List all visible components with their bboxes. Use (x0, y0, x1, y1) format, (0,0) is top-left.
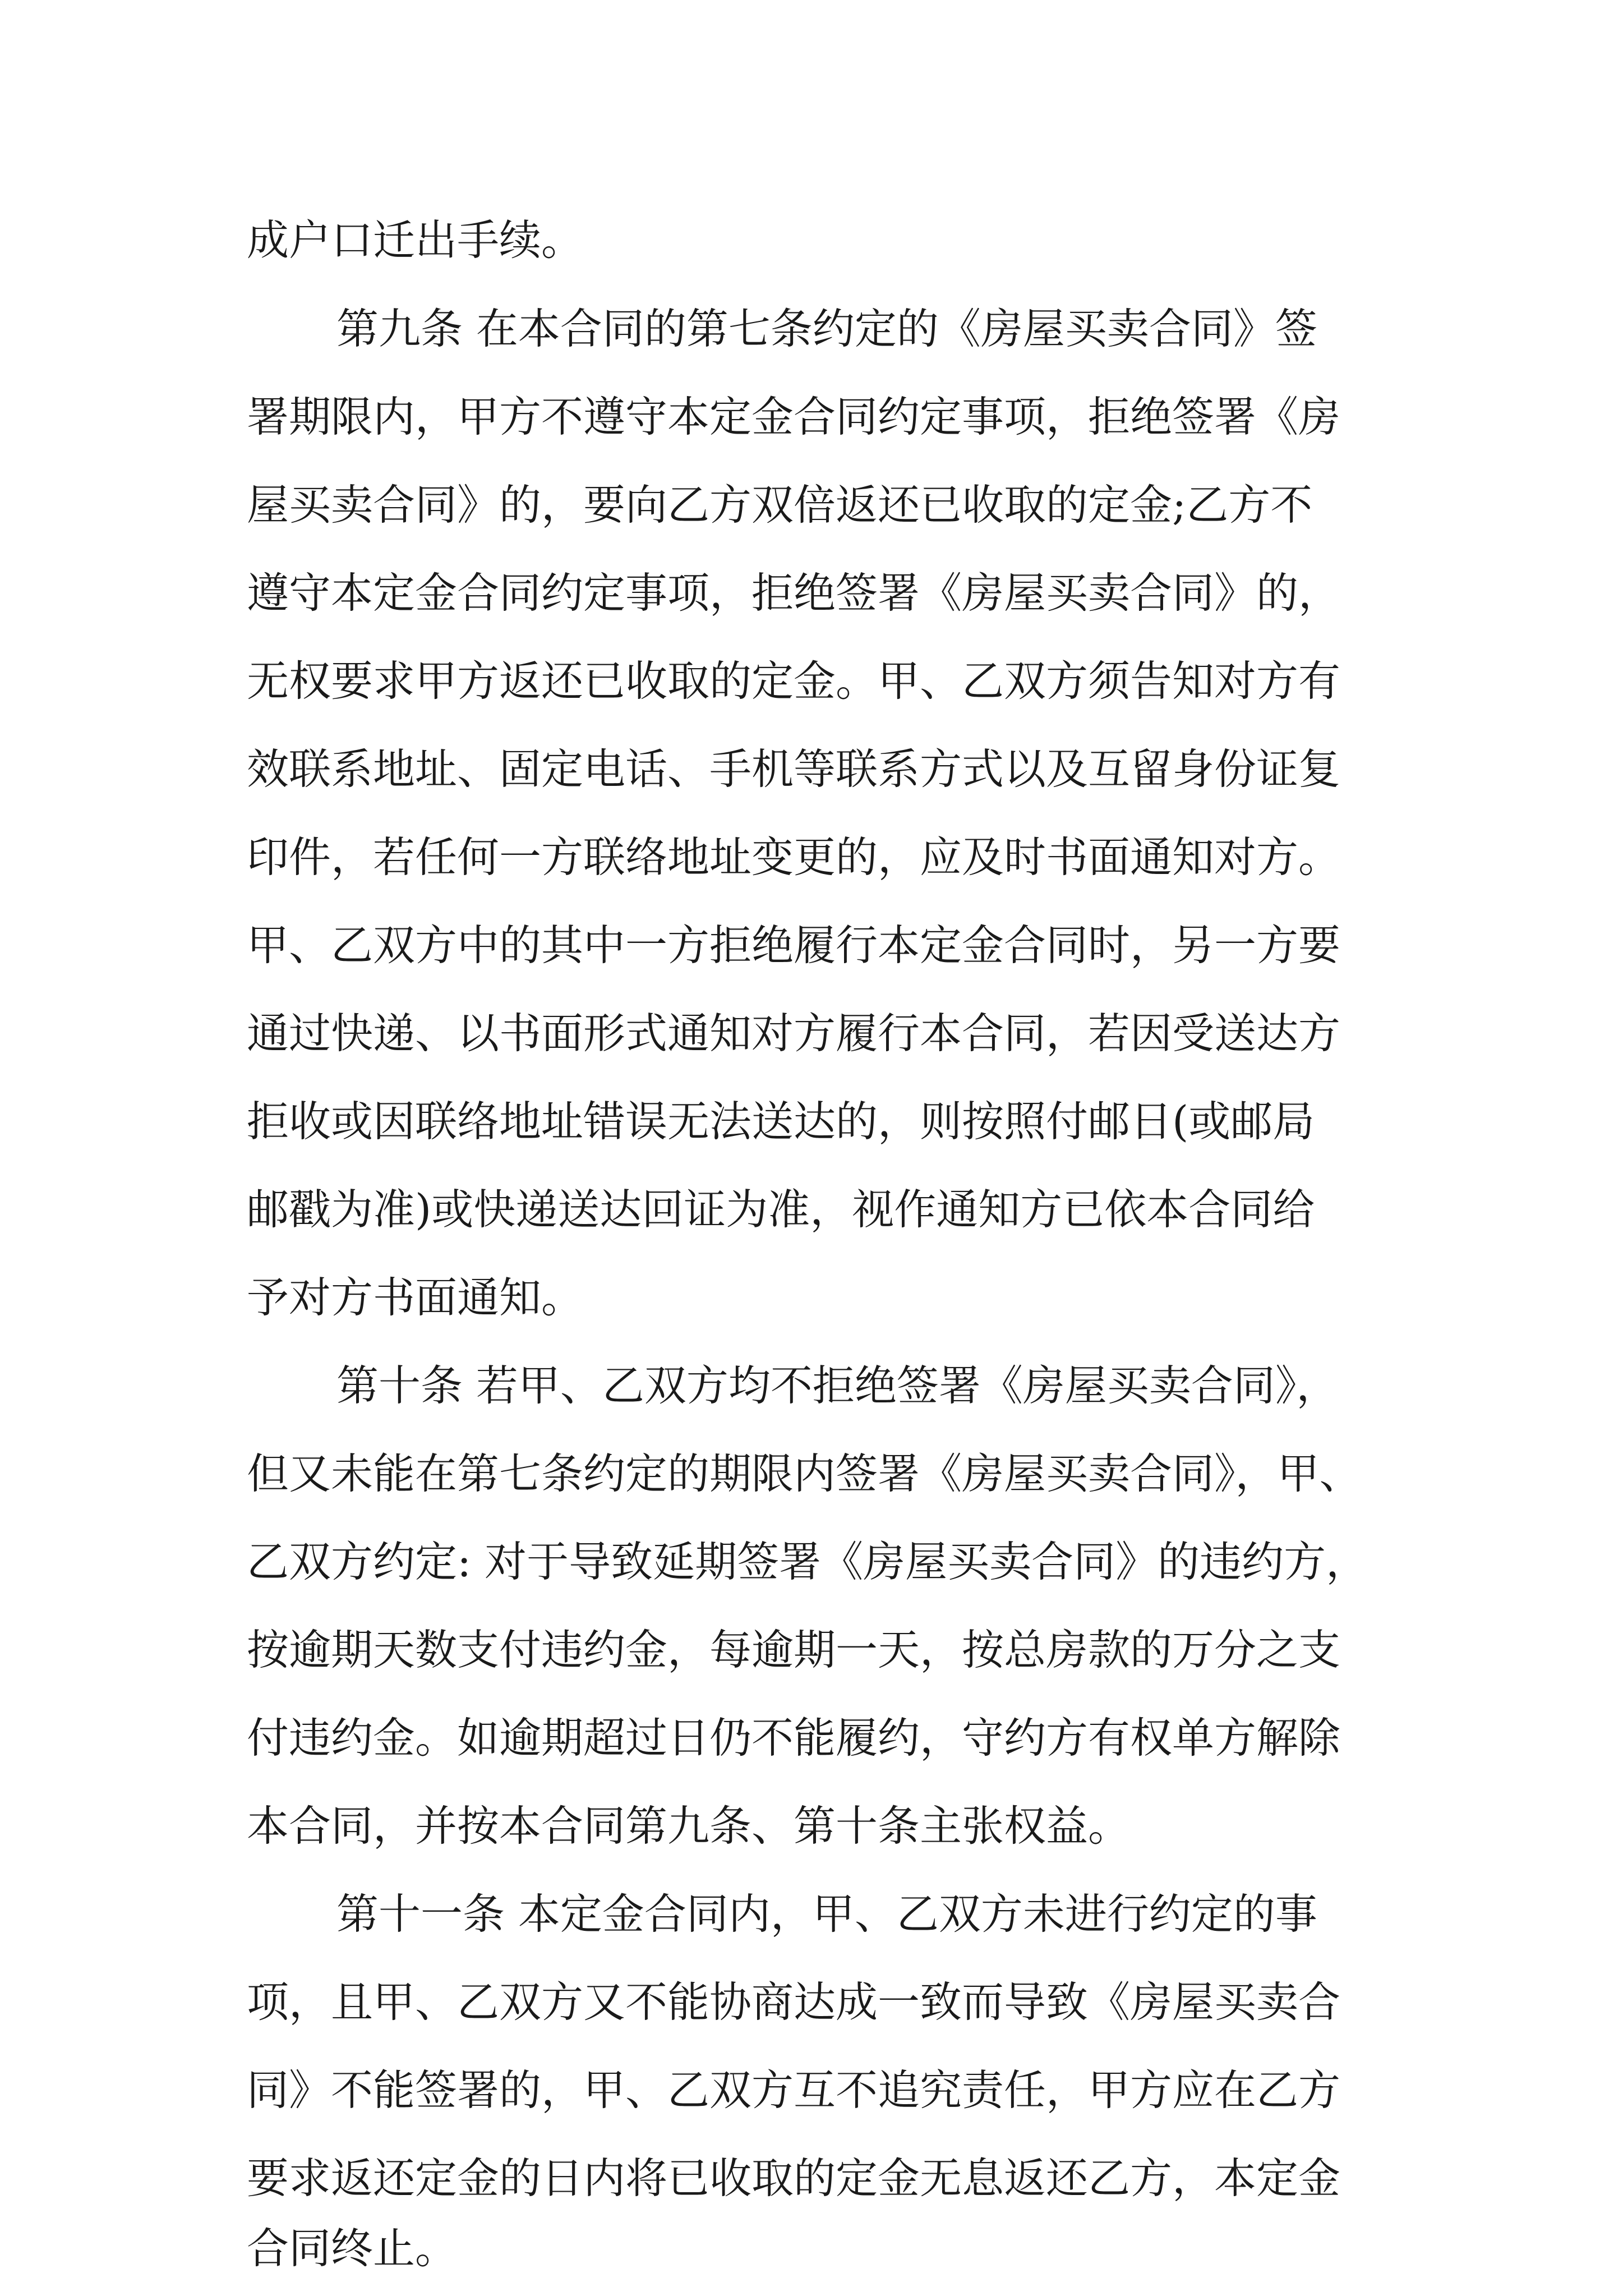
text-line: 同》不能签署的，甲、乙双方互不追究责任，甲方应在乙方 (247, 2065, 1341, 2115)
text-line: 甲、乙双方中的其中一方拒绝履行本定金合同时，另一方要 (247, 921, 1341, 970)
text-line: 要求返还定金的日内将已收取的定金无息返还乙方，本定金 (247, 2154, 1341, 2203)
article-11-heading-line: 第十一条 本定金合同内，甲、乙双方未进行约定的事 (336, 1889, 1317, 1939)
text-line: 付违约金。如逾期超过日仍不能履约，守约方有权单方解除 (247, 1713, 1341, 1763)
text-line: 通过快递、以书面形式通知对方履行本合同，若因受送达方 (247, 1009, 1341, 1058)
text-line: 遵守本定金合同约定事项，拒绝签署《房屋买卖合同》的， (247, 568, 1341, 618)
text-line: 乙双方约定: 对于导致延期签署《房屋买卖合同》的违约方， (247, 1537, 1368, 1586)
text-line: 效联系地址、固定电话、手机等联系方式以及互留身份证复 (247, 744, 1341, 794)
text-line: 署期限内，甲方不遵守本定金合同约定事项，拒绝签署《房 (247, 392, 1341, 441)
article-10-heading-line: 第十条 若甲、乙双方均不拒绝签署《房屋买卖合同》， (336, 1361, 1339, 1410)
text-line: 本合同，并按本合同第九条、第十条主张权益。 (247, 1801, 1131, 1851)
text-line: 印件，若任何一方联络地址变更的，应及时书面通知对方。 (247, 832, 1341, 882)
article-9-heading-line: 第九条 在本合同的第七条约定的《房屋买卖合同》签 (336, 304, 1317, 353)
text-line: 但又未能在第七条约定的期限内签署《房屋买卖合同》，甲、 (247, 1449, 1362, 1498)
text-line: 拒收或因联络地址错误无法送达的，则按照付邮日(或邮局 (247, 1097, 1315, 1146)
text-line: 按逾期天数支付违约金，每逾期一天，按总房款的万分之支 (247, 1625, 1341, 1674)
text-line: 合同终止。 (247, 2224, 458, 2273)
text-line: 邮戳为准)或快递送达回证为准，视作通知方已依本合同给 (247, 1185, 1315, 1234)
text-line: 屋买卖合同》的，要向乙方双倍返还已收取的定金;乙方不 (247, 480, 1313, 530)
text-line: 项，且甲、乙双方又不能协商达成一致而导致《房屋买卖合 (247, 1977, 1341, 2027)
text-line: 予对方书面通知。 (247, 1273, 584, 1322)
text-line: 无权要求甲方返还已收取的定金。甲、乙双方须告知对方有 (247, 656, 1341, 706)
text-line: 成户口迁出手续。 (247, 215, 584, 265)
